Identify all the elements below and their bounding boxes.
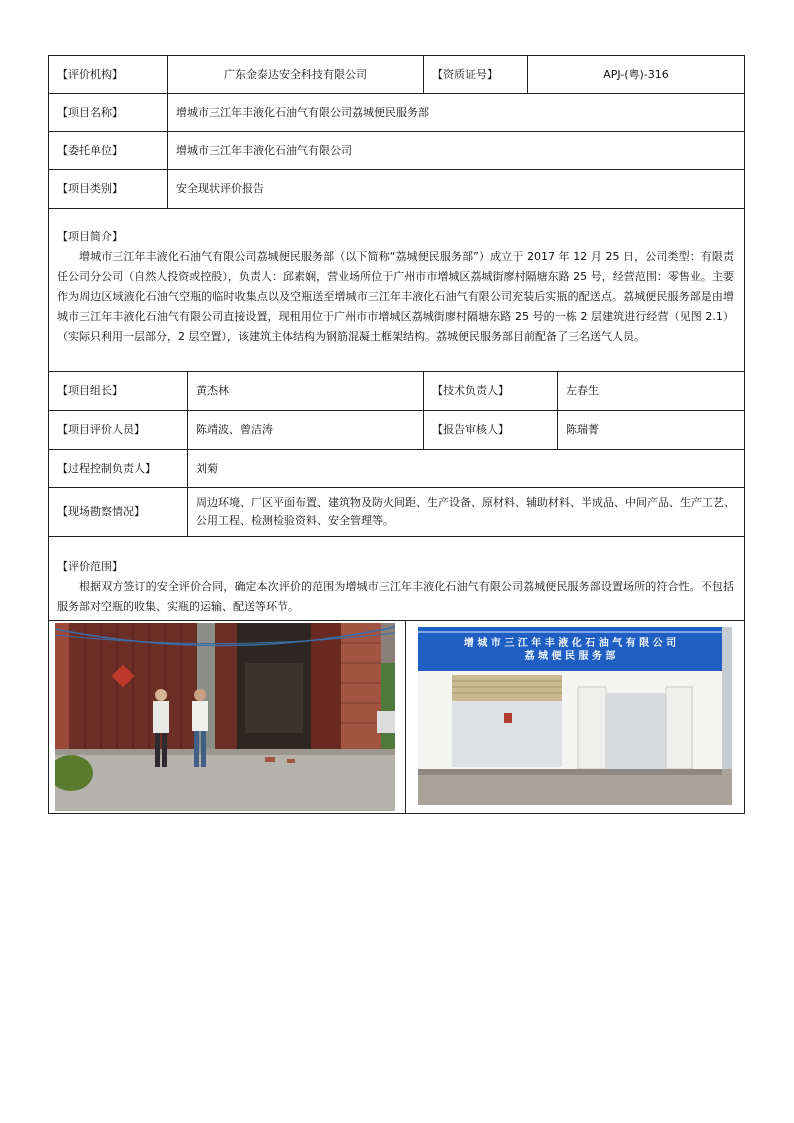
process-value: 刘菊 (187, 450, 744, 487)
row-intro (49, 209, 744, 372)
site-photo-left (55, 623, 395, 811)
process-label: 【过程控制负责人】 (57, 461, 156, 475)
project-name-value: 增城市三江年丰液化石油气有限公司荔城便民服务部 (167, 94, 744, 131)
org-label: 【评价机构】 (57, 67, 123, 81)
cert-value: APJ-(粤)-316 (527, 56, 744, 93)
leader-value: 黄杰林 (187, 372, 423, 410)
intro-label: 【项目简介】 (57, 230, 123, 243)
scope-text: 根据双方签订的安全评价合同，确定本次评价的范围为增城市三江年丰液化石油气有限公司荔城便民服务部设置场所的符合性。不包括服务部对空瓶的收集、实瓶的运输、配送等环节。 (57, 580, 734, 613)
category-value: 安全现状评价报告 (167, 170, 744, 208)
org-value: 广东金泰达安全科技有限公司 (167, 56, 423, 93)
row-category (49, 170, 744, 209)
sign-line-1: 增 城 市 三 江 年 丰 液 化 石 油 气 有 限 公 司 (463, 638, 677, 649)
category-label: 【项目类别】 (57, 182, 123, 195)
photo-divider (405, 621, 406, 813)
reviewer-label: 【报告审核人】 (423, 411, 557, 449)
reviewer-value: 陈瑞菁 (557, 411, 744, 449)
row-project-name (49, 94, 744, 132)
tech-lead-label: 【技术负责人】 (423, 372, 557, 410)
survey-value: 周边环境、厂区平面布置、建筑物及防火间距、生产设备、原材料、辅助材料、半成品、中间产品、生产工艺、公用工程、检测检验资料、安全管理等。 (187, 488, 744, 536)
row-photos (49, 621, 744, 813)
client-value: 增城市三江年丰液化石油气有限公司 (167, 132, 744, 169)
cert-label: 【资质证号】 (423, 56, 527, 93)
sign-line-2: 荔 城 便 民 服 务 部 (524, 651, 616, 662)
row-evaluators (49, 411, 744, 450)
row-leader (49, 372, 744, 411)
survey-label: 【现场勘察情况】 (57, 505, 145, 518)
evaluators-value: 陈靖波、曾洁涛 (187, 411, 423, 449)
scope-label: 【评价范围】 (57, 560, 123, 573)
client-label: 【委托单位】 (57, 143, 123, 157)
project-name-label: 【项目名称】 (57, 105, 123, 119)
row-scope (49, 537, 744, 621)
site-photo-right (418, 627, 732, 805)
row-process-control (49, 450, 744, 488)
row-org (49, 56, 744, 94)
report-info-table (48, 55, 745, 814)
tech-lead-value: 左春生 (557, 372, 744, 410)
row-survey (49, 488, 744, 537)
row-client (49, 132, 744, 170)
intro-text: 增城市三江年丰液化石油气有限公司荔城便民服务部（以下简称“荔城便民服务部”）成立于 2017 年 12 月 25 日，公司类型：有限责任公司分公司（自然人投资或控股），负责人：邱素娴，营业场所位于广州市市增城区荔城街廖村隔塘东路 25 号，经营范围：零售业。主要作为周边区域液化石油气空瓶的临时收集点以及空瓶送至增城市三江年丰液化石油气有限公司充装后实瓶的配送点。荔城便民服务部是由增城市三江年丰液化石油气有限公司直接设置，现租用位于广州市市增城区荔城街廖村隔塘东路 25 号的一栋 2 层建筑进行经营（见图 2.1）（实际只利用一层部分，2 层空置），该建筑主体结构为钢筋混凝土框架结构。荔城便民服务部目前配备了三名送气人员。 (57, 250, 734, 343)
evaluators-label: 【项目评价人员】 (57, 423, 145, 436)
leader-label: 【项目组长】 (57, 384, 123, 397)
